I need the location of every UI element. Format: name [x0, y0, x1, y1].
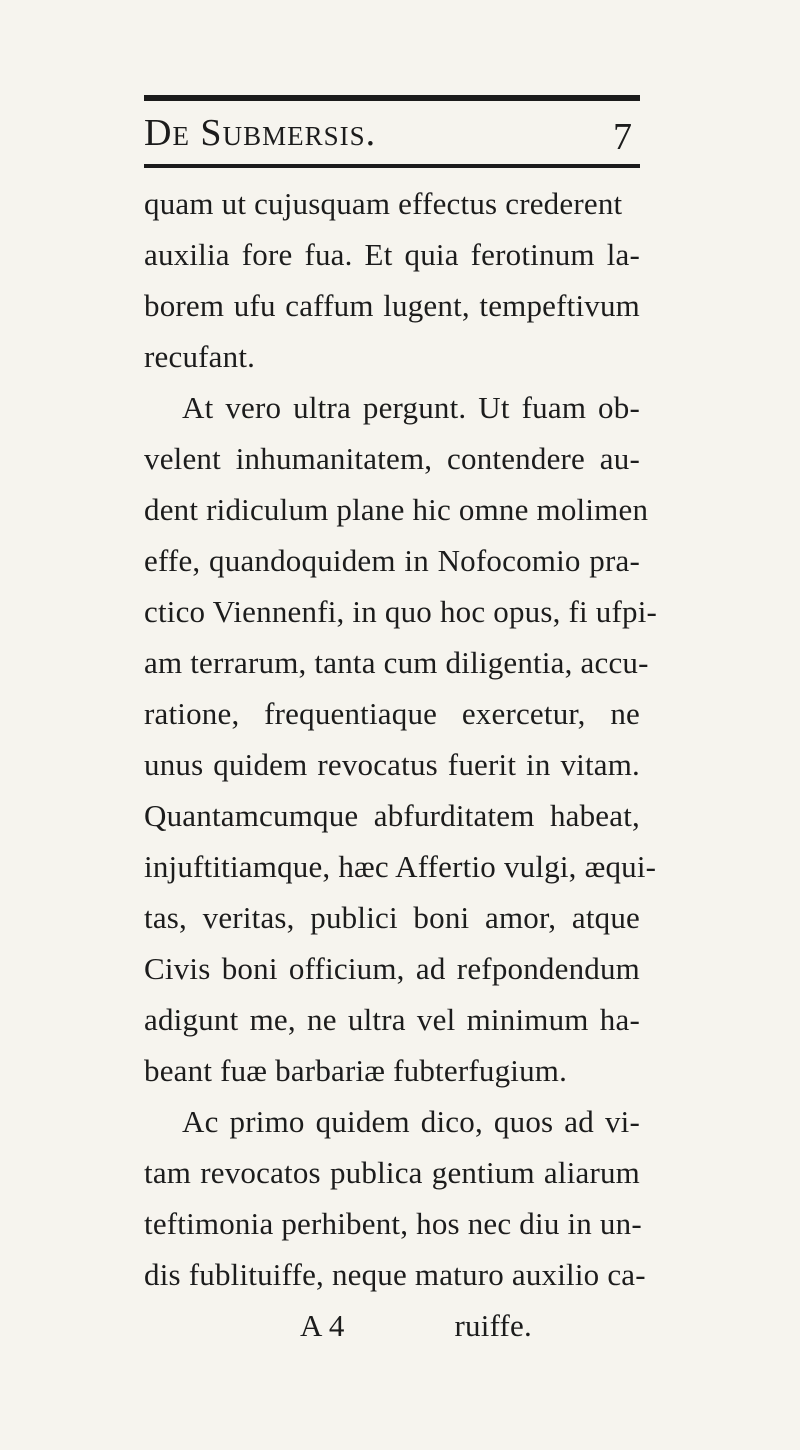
text-line: tas, veritas, publici boni amor, atque [144, 900, 640, 935]
page-number: 7 [613, 116, 632, 158]
text-line: Civis boni officium, ad refpondendum [144, 951, 640, 986]
text-line: unus quidem revocatus fuerit in vitam. [144, 747, 640, 782]
text-line: dis fublituiffe, neque maturo auxilio ca- [144, 1257, 646, 1292]
text-line: tam revocatos publica gentium aliarum [144, 1155, 640, 1190]
header-rule-bottom [144, 164, 640, 168]
text-line: ratione, frequentiaque exercetur, ne [144, 696, 640, 731]
footer-line [144, 1300, 640, 1351]
running-title: De Submersis. [144, 112, 377, 154]
text-line: Quantamcumque abfurditatem habeat, [144, 798, 640, 833]
header-rule-top [144, 95, 640, 101]
body-text [144, 178, 658, 1351]
text-line: dent ridiculum plane hic omne molimen [144, 492, 649, 527]
text-line: quam ut cujusquam effectus crederent [144, 186, 623, 221]
catchword: ruiffe. [454, 1308, 532, 1343]
text-line: auxilia fore fua. Et quia ferotinum la- [144, 237, 640, 272]
text-line: am terrarum, tanta cum diligentia, accu- [144, 645, 649, 680]
text-line: velent inhumanitatem, contendere au- [144, 441, 640, 476]
text-line: effe, quandoquidem in Nofocomio pra- [144, 543, 640, 578]
text-line: Ac primo quidem dico, quos ad vi- [182, 1104, 640, 1139]
text-line: adigunt me, ne ultra vel minimum ha- [144, 1002, 640, 1037]
signature-mark: A 4 [300, 1308, 345, 1343]
text-line: recufant. [144, 339, 256, 374]
text-line: At vero ultra pergunt. Ut fuam ob- [182, 390, 640, 425]
running-header [144, 105, 640, 163]
text-line: teftimonia perhibent, hos nec diu in un- [144, 1206, 642, 1241]
text-line: ctico Viennenfi, in quo hoc opus, fi ufpi- [144, 594, 658, 629]
text-line: injuftitiamque, hæc Affertio vulgi, æqui- [144, 849, 657, 884]
text-line: beant fuæ barbariæ fubterfugium. [144, 1053, 568, 1088]
text-line: borem ufu caffum lugent, tempeftivum [144, 288, 640, 323]
